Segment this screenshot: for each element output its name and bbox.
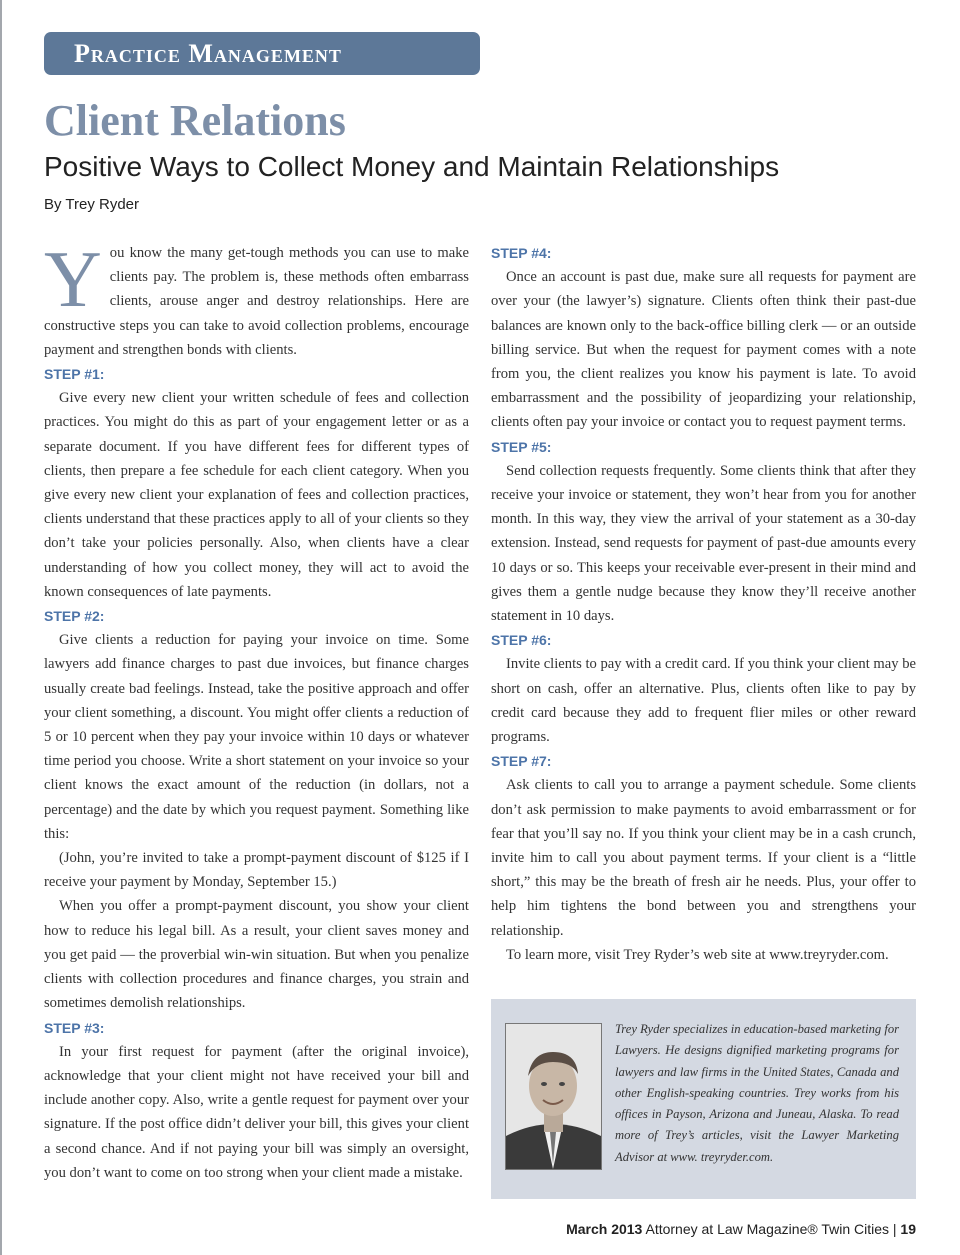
step-2-example: (John, you’re invited to take a prompt-payment discount of $125 if I receive your payment by Monday, September 15.) bbox=[44, 850, 469, 891]
footer-publication: Attorney at Law Magazine® bbox=[645, 1221, 818, 1237]
step-2-paragraph-2: When you offer a prompt-payment discount, you show your client how to reduce his legal bill. As a result, your client saves money and you get paid — the proverbial win-win situation. But when you penalize clients with collection procedures and finance charges, you strain and sometimes demolish relationships. bbox=[44, 898, 469, 1012]
step-7-label: STEP #7: bbox=[491, 753, 552, 770]
step-3-label: STEP #3: bbox=[44, 1019, 105, 1036]
step-2-label: STEP #2: bbox=[44, 608, 105, 625]
step-4-paragraph: Once an account is past due, make sure all requests for payment are over your (the lawyer’s) signature. Clients often think their past-due balances are known only to the back-office billing clerk — or an outside billing service. But when the request for payment comes with a note from you, the client realizes you know his payment is late. To avoid embarrassment and the possibility of jeopardizing your relationship, clients often pay your invoice or contact you to request payment terms. bbox=[491, 269, 916, 431]
footer-date: March 2013 bbox=[566, 1221, 643, 1237]
footer-edition: Twin Cities bbox=[821, 1221, 889, 1237]
drop-cap: Y bbox=[44, 236, 102, 324]
article-title: Client Relations bbox=[44, 96, 346, 145]
footer-separator: | bbox=[892, 1221, 897, 1237]
step-1-label: STEP #1: bbox=[44, 366, 105, 383]
author-bio-box bbox=[491, 999, 916, 1199]
page-footer bbox=[566, 1219, 916, 1239]
author-photo bbox=[505, 1023, 602, 1170]
page-edge-rule bbox=[0, 0, 2, 1255]
step-7-paragraph: Ask clients to call you to arrange a payment schedule. Some clients don’t ask permission to make payments to avoid embarrassment or for fear that you’ll say no. If you think your client may be in a cash crunch, invite him to call you about payment terms. If your client is a “little short,” this may be the breath of fresh air he needs. Plus, your offer to help him tightens the bond between you and strengthens your relationship. bbox=[491, 777, 916, 939]
author-bio-text: Trey Ryder specializes in education-based marketing for Lawyers. He designs dignified marketing programs for lawyers and law firms in the United States, Canada and other English-speaking countries. Trey works from his offices in Payson, Arizona and Juneau, Alaska. To read more of Trey’s articles, visit the Lawyer Marketing Advisor at www. treyryder.com. bbox=[615, 1022, 900, 1164]
step-2-paragraph: Give clients a reduction for paying your invoice on time. Some lawyers add finance charges to past due invoices, but finance charges usually create bad feelings. Instead, take the positive approach and offer your client something, a discount. You might offer clients a reduction of 5 or 10 percent when they pay your invoice within 10 days or whatever time period you choose. Write a short statement on your invoice so your client knows the exact amount of the reduction (in dollars, not a percentage) and the date by which you request payment. Something like this: bbox=[44, 632, 469, 842]
step-3-paragraph: In your first request for payment (after the original invoice), acknowledge that your client might not have received your bill and include another copy. Also, write a gentle request for payment over your signature. If the post office didn’t deliver your bill, this gives your client a second chance. And if not paying your bill was simply an oversight, you don’t want to come on too strong when your client made a mistake. bbox=[44, 1043, 469, 1181]
intro-text: ou know the many get-tough methods you can use to make clients pay. The problem is, these methods often embarrass clients, arouse anger and destroy relationships. Here are constructive steps you can take to avoid collection problems, encourage payment and strengthen bonds with clients. bbox=[44, 245, 469, 358]
step-5-label: STEP #5: bbox=[491, 438, 552, 455]
step-1-paragraph: Give every new client your written schedule of fees and collection practices. You might do this as part of your engagement letter or as a separate document. If you have different fees for different types of clients, then prepare a fee schedule for each client category. When you give every new client your explanation of fees and collection practices, clients understand that these practices apply to all of your clients so they don’t take your policies personally. Also, when clients have a clear understanding of how you collect money, they will act to avoid the known consequences of late payments. bbox=[44, 390, 469, 600]
left-column bbox=[44, 236, 469, 1185]
step-6-label: STEP #6: bbox=[491, 632, 552, 649]
learn-more-paragraph: To learn more, visit Trey Ryder’s web site at www.treyryder.com. bbox=[506, 946, 889, 963]
step-6-paragraph: Invite clients to pay with a credit card. If you think your client may be short on cash, offer an alternative. Plus, clients often like to pay by credit card because they add to frequent flier miles or other reward programs. bbox=[491, 656, 916, 746]
author-portrait-icon bbox=[506, 1024, 601, 1169]
right-column bbox=[491, 241, 916, 967]
intro-paragraph bbox=[44, 236, 469, 362]
article-subtitle: Positive Ways to Collect Money and Maintain Relationships bbox=[44, 151, 780, 182]
step-5-paragraph: Send collection requests frequently. Some clients think that after they receive your invoice or statement, they won’t hear from you for another month. In this way, they view the arrival of your statement as a 30-day extension. Instead, send requests for payment of past-due amounts every 10 days or so. This keeps your receivable ever-present in their mind and gives them a gentle nudge because they know they’ll receive another statement in 10 days. bbox=[491, 462, 916, 625]
byline: By Trey Ryder bbox=[44, 196, 140, 213]
page-number: 19 bbox=[900, 1221, 916, 1237]
section-banner bbox=[44, 32, 480, 75]
step-4-label: STEP #4: bbox=[491, 245, 552, 261]
section-label: Practice Management bbox=[74, 39, 342, 68]
